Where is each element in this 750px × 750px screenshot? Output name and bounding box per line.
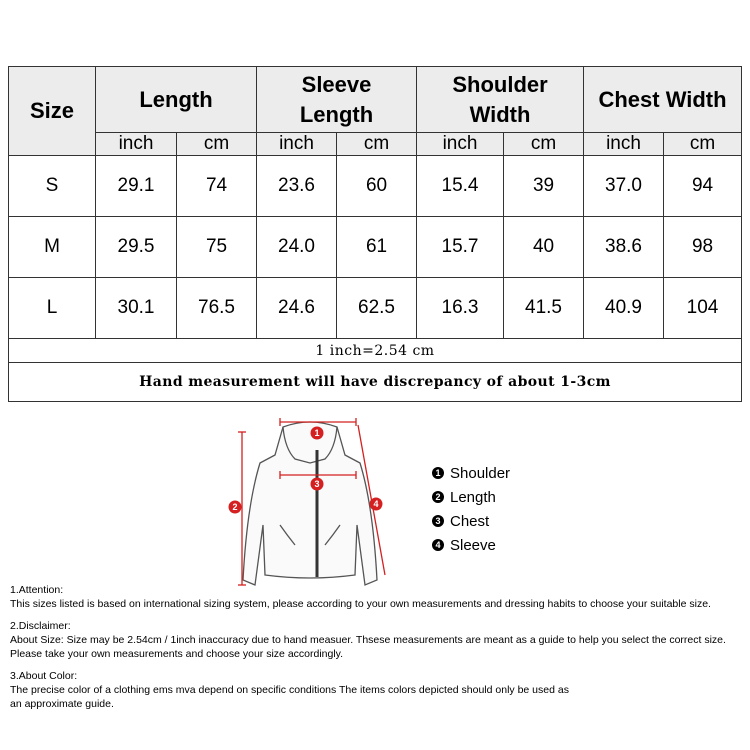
- unit-cell: cm: [337, 133, 417, 156]
- legend-number-icon: 1: [432, 467, 444, 479]
- hoodie-body: [243, 422, 377, 585]
- value-cell: 41.5: [504, 278, 584, 339]
- legend-item: [432, 485, 510, 509]
- value-cell: 94: [664, 156, 742, 217]
- value-cell: 29.1: [96, 156, 177, 217]
- note-line: an approximate guide.: [10, 698, 114, 710]
- value-cell: 24.6: [257, 278, 337, 339]
- value-cell: 40.9: [584, 278, 664, 339]
- table-row: [9, 156, 742, 217]
- unit-cell: cm: [177, 133, 257, 156]
- unit-cell: inch: [96, 133, 177, 156]
- table-row: [9, 278, 742, 339]
- garment-diagram: [225, 415, 395, 590]
- value-cell: 38.6: [584, 217, 664, 278]
- unit-cell: cm: [664, 133, 742, 156]
- value-cell: 40: [504, 217, 584, 278]
- value-cell: 74: [177, 156, 257, 217]
- value-cell: 15.7: [417, 217, 504, 278]
- header-sleeve-length: Sleeve Length: [257, 67, 417, 133]
- legend-label: Sleeve: [450, 536, 496, 554]
- marker-3-label: 3: [314, 479, 320, 490]
- header-length: Length: [96, 67, 257, 133]
- notes-section: [10, 583, 748, 719]
- size-cell: S: [9, 156, 96, 217]
- size-cell: M: [9, 217, 96, 278]
- value-cell: 30.1: [96, 278, 177, 339]
- header-chest-width: Chest Width: [584, 67, 742, 133]
- note-line: About Size: Size may be 2.54cm / 1inch inaccuracy due to hand measuer. Thsese measurements are meant as a guide to help you select the correct size.: [10, 634, 726, 646]
- legend-item: [432, 509, 510, 533]
- attention-note: [10, 583, 748, 611]
- note-line: The precise color of a clothing ems mva depend on specific conditions The items colors depicted should only be used as: [10, 684, 569, 696]
- size-cell: L: [9, 278, 96, 339]
- value-cell: 29.5: [96, 217, 177, 278]
- discrepancy-note: Hand measurement will have discrepancy of about 1-3cm: [9, 363, 742, 402]
- value-cell: 61: [337, 217, 417, 278]
- unit-cell: inch: [257, 133, 337, 156]
- note-line: This sizes listed is based on international sizing system, please according to your own measurements and dressing habits to choose your suitable size.: [10, 598, 711, 610]
- header-shoulder-width: Shoulder Width: [417, 67, 584, 133]
- value-cell: 60: [337, 156, 417, 217]
- unit-cell: cm: [504, 133, 584, 156]
- hoodie-illustration: [225, 415, 395, 590]
- disclaimer-note: [10, 619, 748, 661]
- header-size: Size: [9, 67, 96, 156]
- value-cell: 23.6: [257, 156, 337, 217]
- value-cell: 104: [664, 278, 742, 339]
- conversion-note: 1 inch=2.54 cm: [9, 339, 742, 363]
- color-note: [10, 669, 748, 711]
- note-title: 2.Disclaimer:: [10, 620, 71, 632]
- note-line: Please take your own measurements and choose your size accordingly.: [10, 648, 344, 660]
- legend-number-icon: 4: [432, 539, 444, 551]
- value-cell: 98: [664, 217, 742, 278]
- note-title: 1.Attention:: [10, 584, 64, 596]
- unit-cell: inch: [417, 133, 504, 156]
- unit-cell: inch: [584, 133, 664, 156]
- value-cell: 15.4: [417, 156, 504, 217]
- value-cell: 37.0: [584, 156, 664, 217]
- legend-item: [432, 533, 510, 557]
- table-row: [9, 217, 742, 278]
- legend-item: [432, 461, 510, 485]
- value-cell: 76.5: [177, 278, 257, 339]
- value-cell: 39: [504, 156, 584, 217]
- marker-1-label: 1: [314, 428, 320, 439]
- legend-number-icon: 3: [432, 515, 444, 527]
- legend-label: Chest: [450, 512, 490, 530]
- measurement-legend: [432, 461, 510, 557]
- legend-label: Length: [450, 488, 496, 506]
- size-chart-table: [8, 66, 742, 402]
- units-row: [9, 133, 742, 156]
- legend-number-icon: 2: [432, 491, 444, 503]
- marker-4-label: 4: [373, 499, 379, 510]
- note-title: 3.About Color:: [10, 670, 78, 682]
- value-cell: 75: [177, 217, 257, 278]
- legend-label: Shoulder: [450, 464, 511, 482]
- marker-2-label: 2: [232, 502, 238, 513]
- value-cell: 24.0: [257, 217, 337, 278]
- value-cell: 16.3: [417, 278, 504, 339]
- value-cell: 62.5: [337, 278, 417, 339]
